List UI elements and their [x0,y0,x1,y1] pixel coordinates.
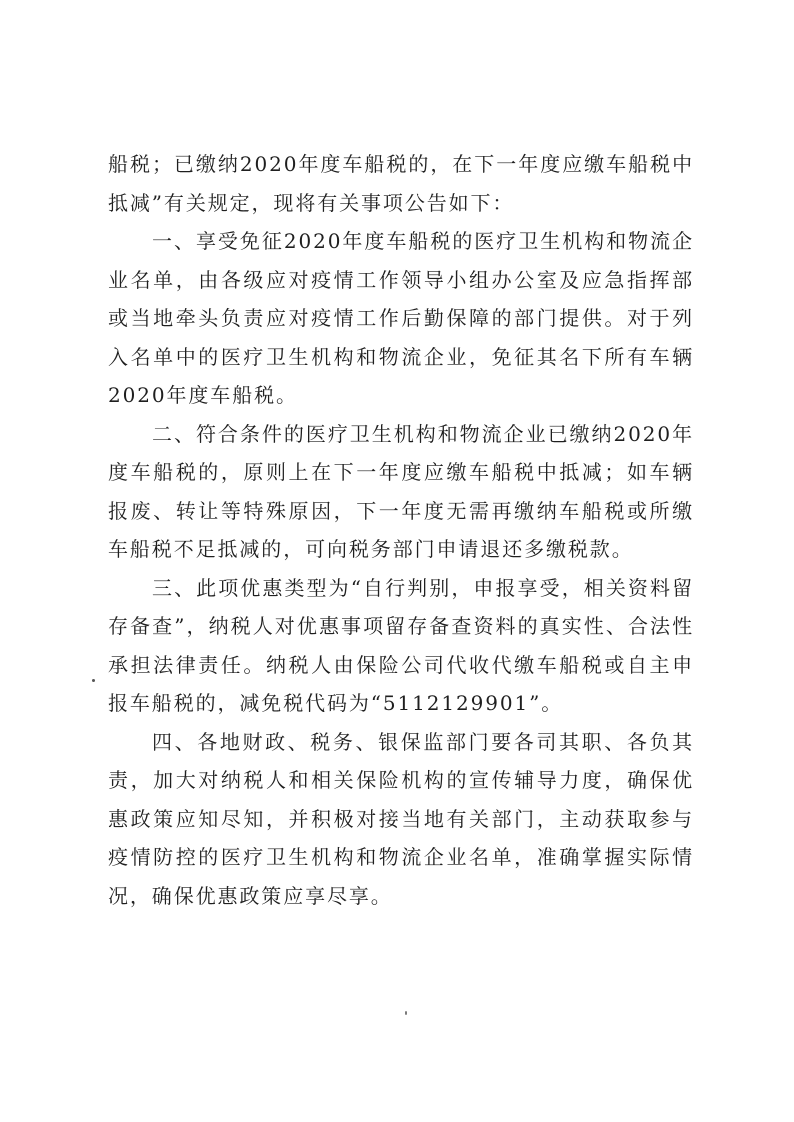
scan-speck [405,1011,407,1015]
paragraph-item-3: 三、此项优惠类型为“自行判别，申报享受，相关资料留存备查”，纳税人对优惠事项留存备查资料的真实性、合法性承担法律责任。纳税人由保险公司代收代缴车船税或自主申报车船税的，减免税代码为“5112129901”。 [108,575,694,715]
scan-speck [92,679,95,682]
paragraph-continuation: 船税；已缴纳2020年度车船税的，在下一年度应缴车船税中抵减”有关规定，现将有关事项公告如下： [108,152,694,215]
document-body [108,145,694,915]
paragraph-item-2: 二、符合条件的医疗卫生机构和物流企业已缴纳2020年度车船税的，原则上在下一年度应缴车船税中抵减；如车辆报废、转让等特殊原因，下一年度无需再缴纳车船税或所缴车船税不足抵减的，可向税务部门申请退还多缴税款。 [108,421,694,561]
paragraph-item-1: 一、享受免征2020年度车船税的医疗卫生机构和物流企业名单，由各级应对疫情工作领导小组办公室及应急指挥部或当地牵头负责应对疫情工作后勤保障的部门提供。对于列入名单中的医疗卫生机构和物流企业，免征其名下所有车辆2020年度车船税。 [108,229,694,407]
paragraph-item-4: 四、各地财政、税务、银保监部门要各司其职、各负其责，加大对纳税人和相关保险机构的宣传辅导力度，确保优惠政策应知尽知，并积极对接当地有关部门，主动获取参与疫情防控的医疗卫生机构和物流企业名单，准确掌握实际情况，确保优惠政策应享尽享。 [108,729,694,908]
